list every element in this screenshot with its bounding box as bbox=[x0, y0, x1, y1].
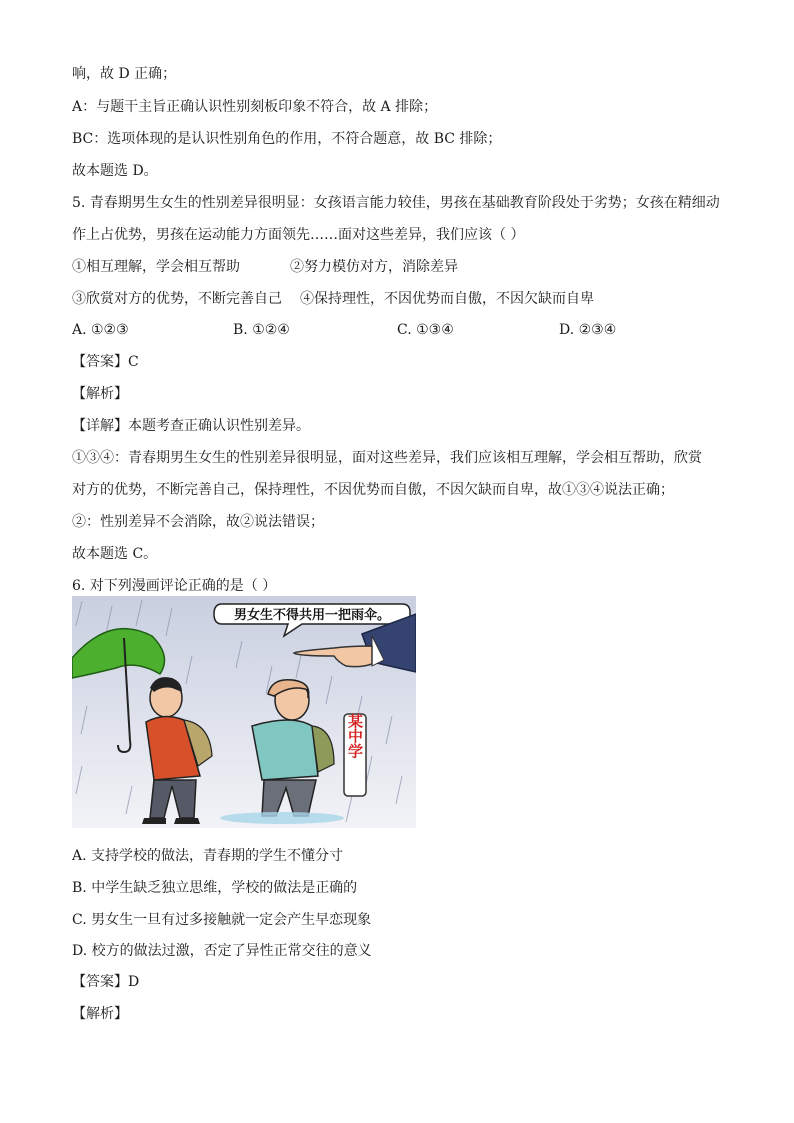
q4-option-a-explanation: A：与题干主旨正确认识性别刻板印象不符合，故 A 排除； bbox=[72, 99, 438, 115]
q5-conclusion: 故本题选 C。 bbox=[72, 546, 158, 562]
q4-text-line-1: 响，故 D 正确； bbox=[72, 66, 177, 82]
q5-detail: 【详解】本题考查正确认识性别差异。 bbox=[72, 418, 310, 434]
q5-option-a: A. ①②③ bbox=[72, 322, 129, 338]
q6-option-c: C. 男女生一旦有过多接触就一定会产生早恋现象 bbox=[72, 912, 372, 928]
q5-stem-line-1: 5. 青春期男生女生的性别差异很明显：女孩语言能力较佳，男孩在基础教育阶段处于劣势；女孩在精细动 bbox=[72, 195, 720, 211]
q5-statement-2: ②努力模仿对方，消除差异 bbox=[290, 259, 458, 275]
q6-option-b: B. 中学生缺乏独立思维，学校的做法是正确的 bbox=[72, 880, 358, 896]
q5-option-b: B. ①②④ bbox=[233, 322, 290, 338]
q5-statement-1: ①相互理解，学会相互帮助 bbox=[72, 259, 240, 275]
q5-stem-line-2: 作上占优势，男孩在运动能力方面领先……面对这些差异，我们应该（ ） bbox=[72, 227, 525, 243]
q5-statement-3: ③欣赏对方的优势，不断完善自己 bbox=[72, 291, 282, 307]
q5-option-d: D. ②③④ bbox=[559, 322, 617, 338]
cartoon-image bbox=[72, 596, 416, 828]
q6-option-d: D. 校方的做法过激，否定了异性正常交往的意义 bbox=[72, 943, 372, 959]
q4-option-bc-explanation: BC：选项体现的是认识性别角色的作用，不符合题意，故 BC 排除； bbox=[72, 131, 502, 147]
q6-answer: 【答案】D bbox=[72, 974, 140, 990]
q4-conclusion: 故本题选 D。 bbox=[72, 163, 158, 179]
q5-statement-4: ④保持理性，不因优势而自傲，不因欠缺而自卑 bbox=[300, 291, 594, 307]
q5-explanation-line-2: 对方的优势，不断完善自己，保持理性，不因优势而自傲，不因欠缺而自卑，故①③④说法正确； bbox=[72, 482, 674, 498]
speech-bubble-text: 男女生不得共用一把雨伞。 bbox=[233, 608, 391, 623]
q5-explanation-line-3: ②：性别差异不会消除，故②说法错误； bbox=[72, 514, 324, 530]
q6-option-a: A. 支持学校的做法，青春期的学生不懂分寸 bbox=[72, 848, 344, 864]
school-sign-text: 某中学 bbox=[346, 713, 364, 759]
q5-option-c: C. ①③④ bbox=[397, 322, 454, 338]
q5-explanation-line-1: ①③④：青春期男生女生的性别差异很明显，面对这些差异，我们应该相互理解，学会相互帮助，欣赏 bbox=[72, 450, 702, 466]
q5-analysis-label: 【解析】 bbox=[72, 386, 128, 402]
q6-stem: 6. 对下列漫画评论正确的是（ ） bbox=[72, 578, 277, 594]
q5-answer: 【答案】C bbox=[72, 354, 139, 370]
q6-analysis-label: 【解析】 bbox=[72, 1006, 128, 1022]
